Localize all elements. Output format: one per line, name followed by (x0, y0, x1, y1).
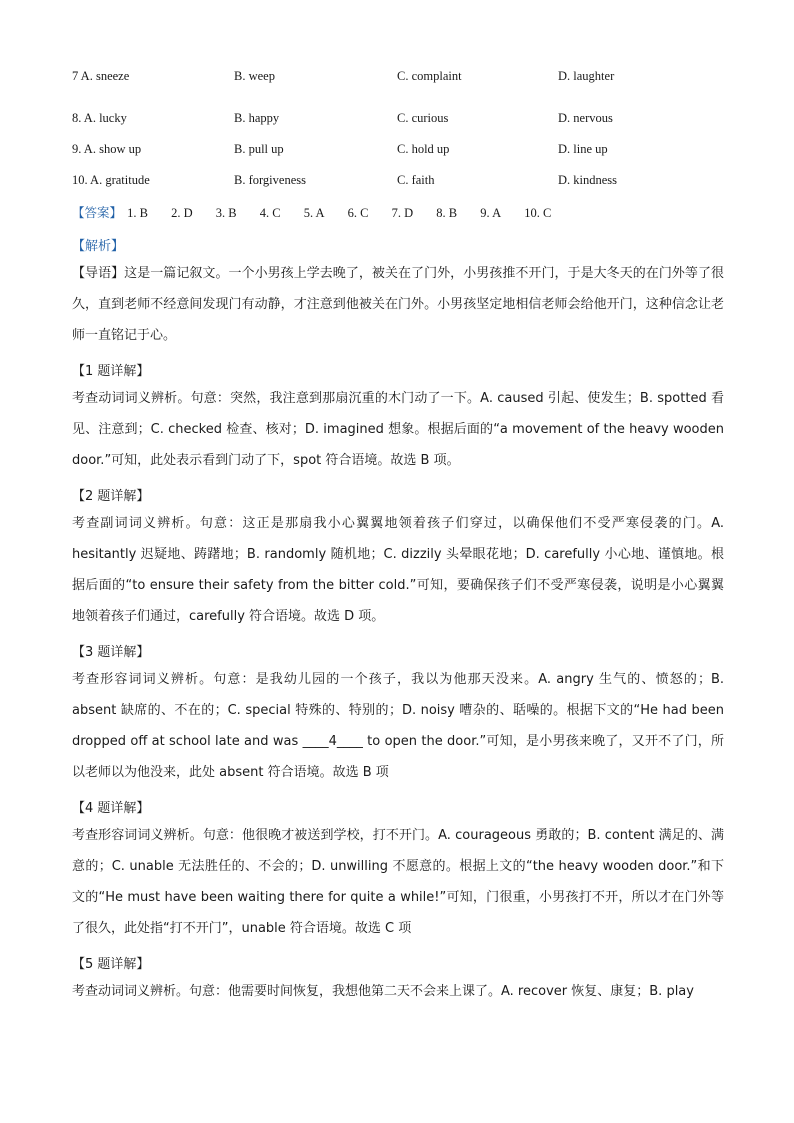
answer-label: 【答案】 (72, 206, 123, 220)
option-c: C. curious (397, 111, 449, 125)
option-d: D. laughter (558, 69, 615, 83)
answer-item: 10. C (524, 206, 552, 220)
option-a: 10. A. gratitude (72, 173, 150, 187)
analysis-label: 【解析】 (72, 239, 125, 254)
answer-item: 2. D (171, 206, 193, 220)
section-2-title: 【2 题详解】 (72, 489, 150, 504)
section-3-title: 【3 题详解】 (72, 645, 150, 660)
option-a: 8. A. lucky (72, 111, 127, 125)
option-b: B. forgiveness (234, 173, 306, 187)
section-4-text: 考查形容词词义辨析。句意：他很晚才被送到学校，打不开门。A. courageous 勇敢的；B. content 满足的、满意的；C. unable 无法胜任的、不会的；D. unwilling 不愿意的。根据上文的“the heavy wooden door.”和下文的“He must have been waiting there for quite a while!”可知，门很重，小男孩打不开，所以才在门外等了很久，此处指“打不开门”，unable 符合语境。故选 C 项 (72, 828, 724, 936)
section-1-title: 【1 题详解】 (72, 364, 150, 379)
answer-item: 1. B (127, 206, 148, 220)
option-c: C. hold up (397, 142, 450, 156)
question-10-options (72, 173, 722, 193)
question-8-options (72, 111, 722, 131)
answer-item: 9. A (480, 206, 502, 220)
option-d: D. kindness (558, 173, 618, 187)
section-2-text: 考查副词词义辨析。句意：这正是那扇我小心翼翼地领着孩子们穿过，以确保他们不受严寒侵袭的门。A. hesitantly 迟疑地、踌躇地；B. randomly 随机地；C. dizzily 头晕眼花地；D. carefully 小心地、谨慎地。根据后面的“to ensure their safety from the bitter cold.”可知，要确保孩子们不受严寒侵袭，说明是小心翼翼地领着孩子们通过，carefully 符合语境。故选 D 项。 (72, 516, 724, 624)
option-b: B. happy (234, 111, 280, 125)
answer-item: 6. C (347, 206, 369, 220)
option-c: C. complaint (397, 69, 462, 83)
answer-line (72, 203, 571, 221)
option-c: C. faith (397, 173, 435, 187)
section-5-title: 【5 题详解】 (72, 957, 150, 972)
question-9-options (72, 142, 722, 162)
section-5-text: 考查动词词义辨析。句意：他需要时间恢复，我想他第二天不会来上课了。A. recover 恢复、康复；B. play (72, 984, 694, 999)
answer-item: 4. C (259, 206, 281, 220)
question-7-options (72, 69, 722, 89)
section-4-title: 【4 题详解】 (72, 801, 150, 816)
option-b: B. weep (234, 69, 275, 83)
guide-paragraph: 【导语】这是一篇记叙文。一个小男孩上学去晚了，被关在了门外，小男孩推不开门，于是大冬天的在门外等了很久，直到老师不经意间发现门有动静，才注意到他被关在门外。小男孩坚定地相信老师会给他开门，这种信念让老师一直铭记于心。 (72, 266, 724, 343)
answer-item: 5. A (303, 206, 325, 220)
option-a: 9. A. show up (72, 142, 142, 156)
option-d: D. nervous (558, 111, 613, 125)
answer-item: 7. D (391, 206, 414, 220)
section-1-text: 考查动词词义辨析。句意：突然，我注意到那扇沉重的木门动了一下。A. caused 引起、使发生；B. spotted 看见、注意到；C. checked 检查、核对；D. imagined 想象。根据后面的“a movement of the heavy wooden door.”可知，此处表示看到门动了下，spot 符合语境。故选 B 项。 (72, 391, 724, 468)
option-a: 7 A. sneeze (72, 69, 130, 83)
answer-item: 3. B (215, 206, 237, 220)
option-d: D. line up (558, 142, 608, 156)
option-b: B. pull up (234, 142, 284, 156)
answer-item: 8. B (436, 206, 458, 220)
section-3-text: 考查形容词词义辨析。句意：是我幼儿园的一个孩子，我以为他那天没来。A. angry 生气的、愤怒的；B. absent 缺席的、不在的；C. special 特殊的、特别的；D. noisy 嘈杂的、聒噪的。根据下文的“He had been dropped off at school late and was ____4____ to open the door.”可知，是小男孩来晚了，又开不了门，所以老师以为他没来，此处 absent 符合语境。故选 B 项 (72, 672, 724, 780)
